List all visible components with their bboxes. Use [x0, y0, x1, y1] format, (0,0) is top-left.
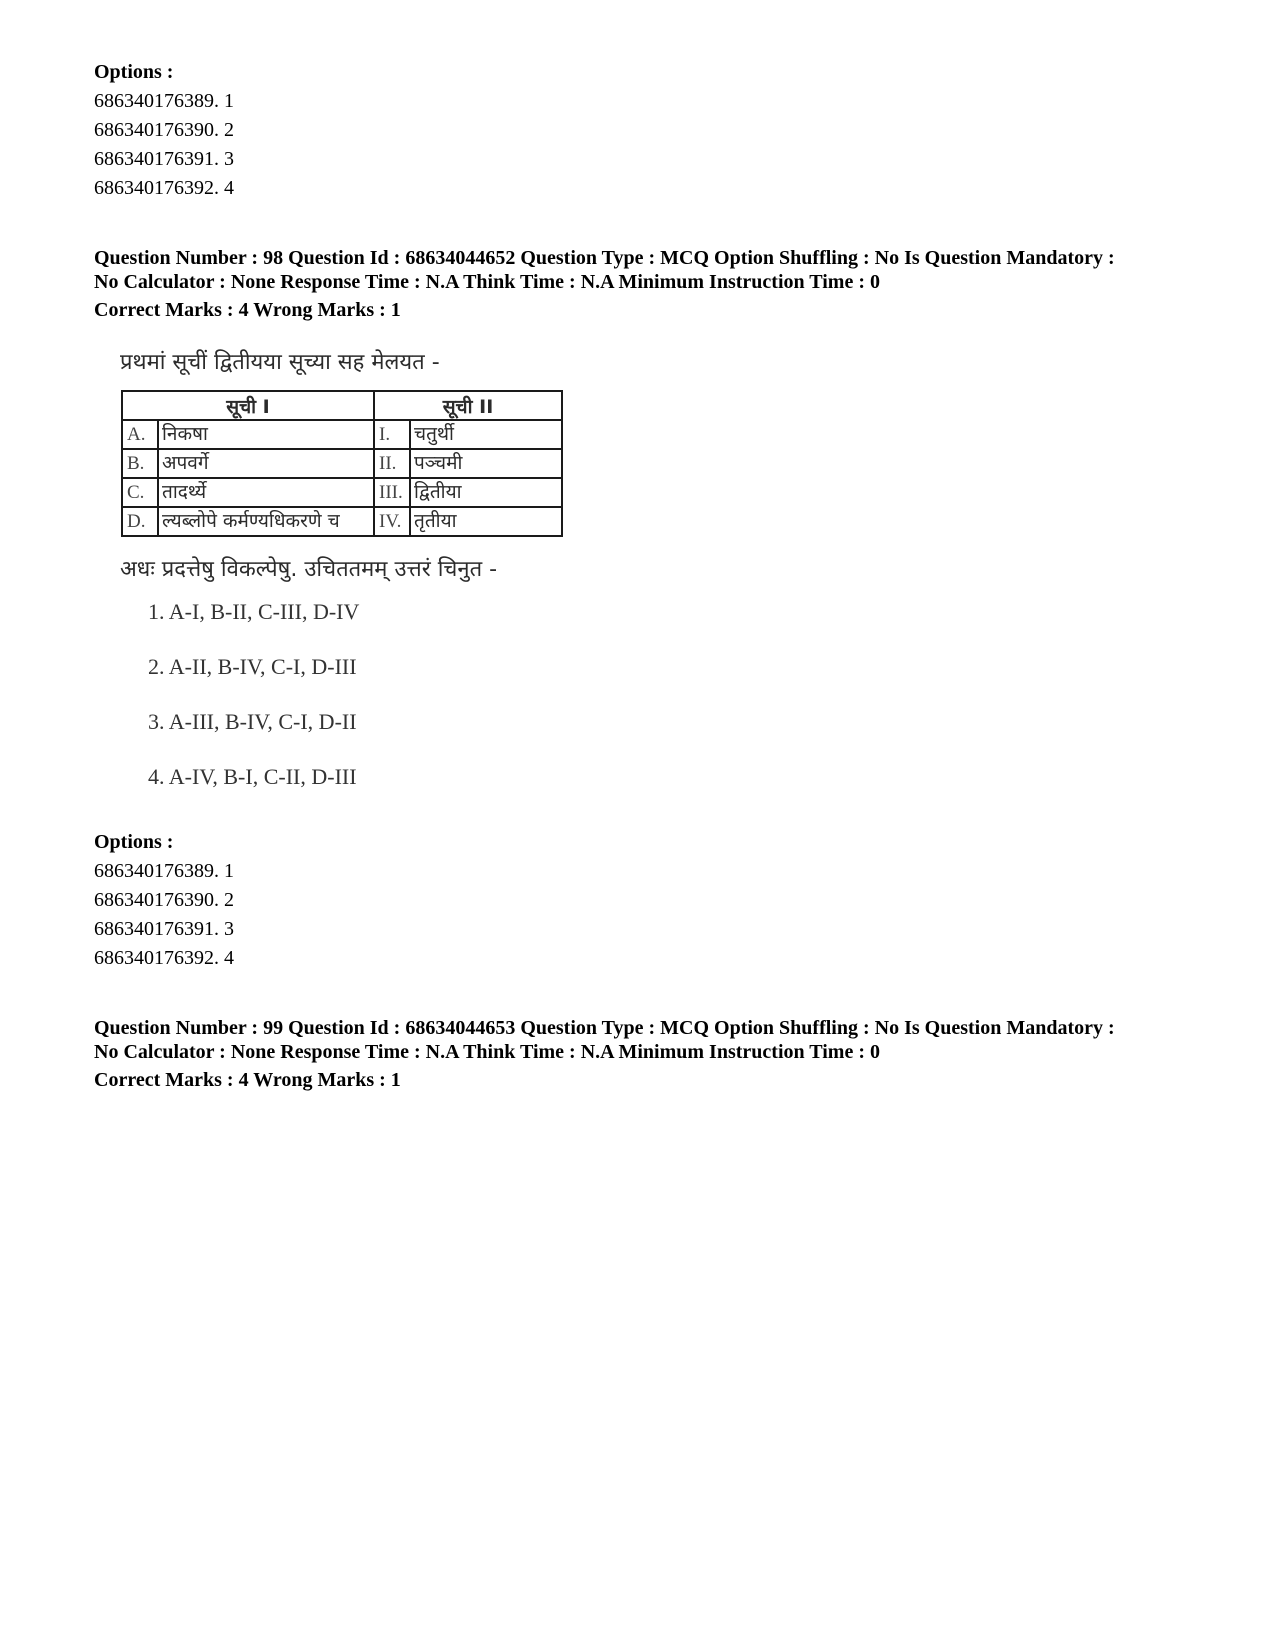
question-98-body	[118, 348, 578, 848]
row-value: ल्यब्लोपे कर्मण्यधिकरणे च	[157, 508, 340, 535]
answer-choice: 1. A-I, B-II, C-III, D-IV	[148, 599, 360, 624]
row-key: IV.	[379, 511, 402, 532]
row-key: II.	[379, 453, 397, 474]
row-value: अपवर्गे	[157, 450, 209, 477]
table-row	[122, 449, 562, 478]
match-instruction: प्रथमां सूचीं द्वितीयया सूच्या सह मेलयत -	[120, 350, 440, 375]
row-value: तृतीया	[409, 508, 457, 535]
option-item: 686340176389. 1	[94, 90, 234, 112]
answer-choice: 2. A-II, B-IV, C-I, D-III	[148, 654, 357, 679]
row-value: निकषा	[157, 421, 208, 448]
marks-line: Correct Marks : 4 Wrong Marks : 1	[94, 1069, 401, 1091]
option-item: 686340176392. 4	[94, 177, 234, 199]
row-key: C.	[127, 482, 145, 503]
question-99-meta	[94, 1016, 1115, 1092]
options-heading: Options :	[94, 831, 174, 853]
table-row	[122, 420, 562, 449]
table-row	[122, 507, 562, 536]
answer-choice: 4. A-IV, B-I, C-II, D-III	[148, 764, 357, 789]
marks-line: Correct Marks : 4 Wrong Marks : 1	[94, 299, 401, 321]
row-key: I.	[379, 424, 391, 445]
option-item: 686340176391. 3	[94, 918, 234, 940]
answer-choice: 3. A-III, B-IV, C-I, D-II	[148, 709, 357, 734]
option-item: 686340176390. 2	[94, 119, 234, 141]
row-key: A.	[127, 424, 146, 445]
top-options-block	[94, 58, 234, 203]
option-item: 686340176389. 1	[94, 860, 234, 882]
row-key: D.	[127, 511, 146, 532]
answer-prompt: अधः प्रदत्तेषु विकल्पेषु. उचिततमम् उत्तरं चिनुत -	[120, 557, 498, 582]
table-row	[122, 478, 562, 507]
row-key: III.	[379, 482, 403, 503]
row-key: B.	[127, 453, 145, 474]
list-2-header: सूची II	[374, 391, 562, 420]
question-meta-line: Question Number : 98 Question Id : 68634044652 Question Type : MCQ Option Shuffling : No Is Question Mandatory :	[94, 247, 1115, 269]
row-value: तादर्थ्ये	[157, 479, 206, 506]
option-item: 686340176390. 2	[94, 889, 234, 911]
option-item: 686340176392. 4	[94, 947, 234, 969]
question-98-options	[94, 828, 234, 973]
match-table	[121, 390, 563, 537]
question-meta-line: No Calculator : None Response Time : N.A Think Time : N.A Minimum Instruction Time : 0	[94, 271, 880, 293]
question-98-meta	[94, 246, 1115, 322]
row-value: चतुर्थी	[409, 421, 454, 448]
row-value: पञ्चमी	[409, 450, 462, 477]
row-value: द्वितीया	[409, 479, 462, 506]
option-item: 686340176391. 3	[94, 148, 234, 170]
question-meta-line: Question Number : 99 Question Id : 68634044653 Question Type : MCQ Option Shuffling : No Is Question Mandatory :	[94, 1017, 1115, 1039]
question-meta-line: No Calculator : None Response Time : N.A Think Time : N.A Minimum Instruction Time : 0	[94, 1041, 880, 1063]
list-1-header: सूची I	[122, 391, 374, 420]
options-heading: Options :	[94, 61, 174, 83]
